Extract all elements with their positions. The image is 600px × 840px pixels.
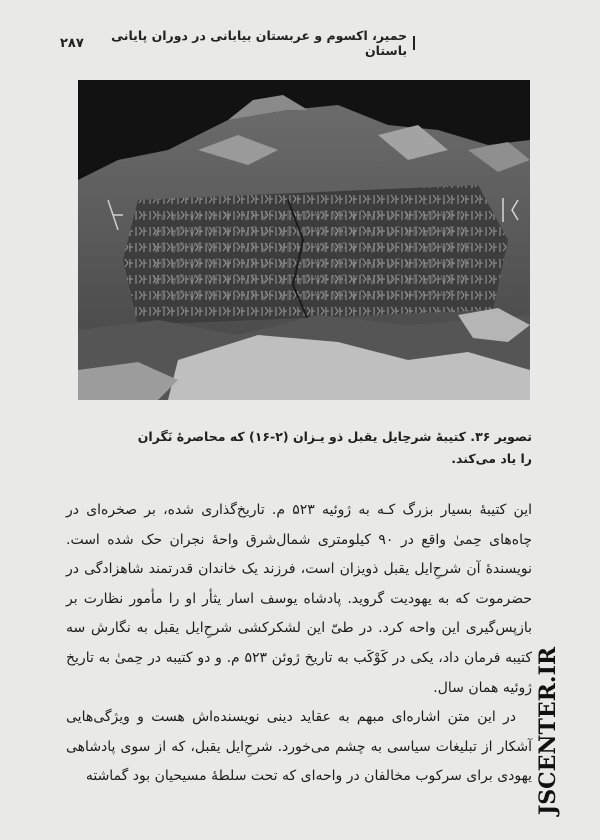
body-text (66, 496, 532, 792)
caption-line-2: را یاد می‌کند. (451, 451, 532, 466)
watermark-text: JSCENTER.IR (535, 646, 561, 816)
figure-caption (78, 426, 532, 470)
caption-line-1: تصویر ۳۶. کتیبهٔ شرحِایل یقبل ذو یـزان (۲-۱۶) که محاصرهٔ نَگران (137, 429, 532, 444)
watermark (528, 636, 568, 826)
paragraph: در این متن اشاره‌ای مبهم به عقاید دینی نویسنده‌اش هست و ویژگی‌هایی آشکار از تبلیغات سیاسی به چشم می‌خورد. شرحِ‌ایل یقبل، که از سوی پادشاهی یهودی برای سرکوب مخالفان در واحه‌ای که تحت سلطهٔ مسیحیان بود گماشته (66, 709, 532, 785)
header-divider (413, 36, 415, 50)
inscription-photo (78, 80, 530, 400)
running-header (60, 28, 415, 58)
paragraph: این کتیبهٔ بسیار بزرگ کـه به ژوئیه ۵۲۳ م. تاریخ‌گذاری شده، بر صخره‌ای در چاه‌های حِمیٰ واقع در ۹۰ کیلومتری شمال‌شرق واحهٔ نجران حک شده است. نویسندهٔ آن شرحِ‌ایل یقبل ذویزان است، فرزند یک خاندان قدرتمند شاهزادگی در حضرموت که به یهودیت گروید. پادشاه یوسف اسار یثأر او را مأمور نظارت بر بازپس‌گیری این واحه کرد. در طیّ این لشکرکشی شرحِ‌ایل یقبل به نگارش سه کتیبه فرمان داد، یکی در کَوْکَب به تاریخ ژوئن ۵۲۳ م. و دو کتیبه در حِمیٰ به تاریخ ژوئیه همان سال. (66, 502, 533, 696)
page-number: ۲۸۷ (60, 35, 84, 51)
inscription-photo-drawing (78, 80, 530, 400)
running-title: حمیر، اکسوم و عربستان بیابانی در دوران پایانی باستان (111, 28, 408, 58)
running-title-group (84, 28, 415, 58)
